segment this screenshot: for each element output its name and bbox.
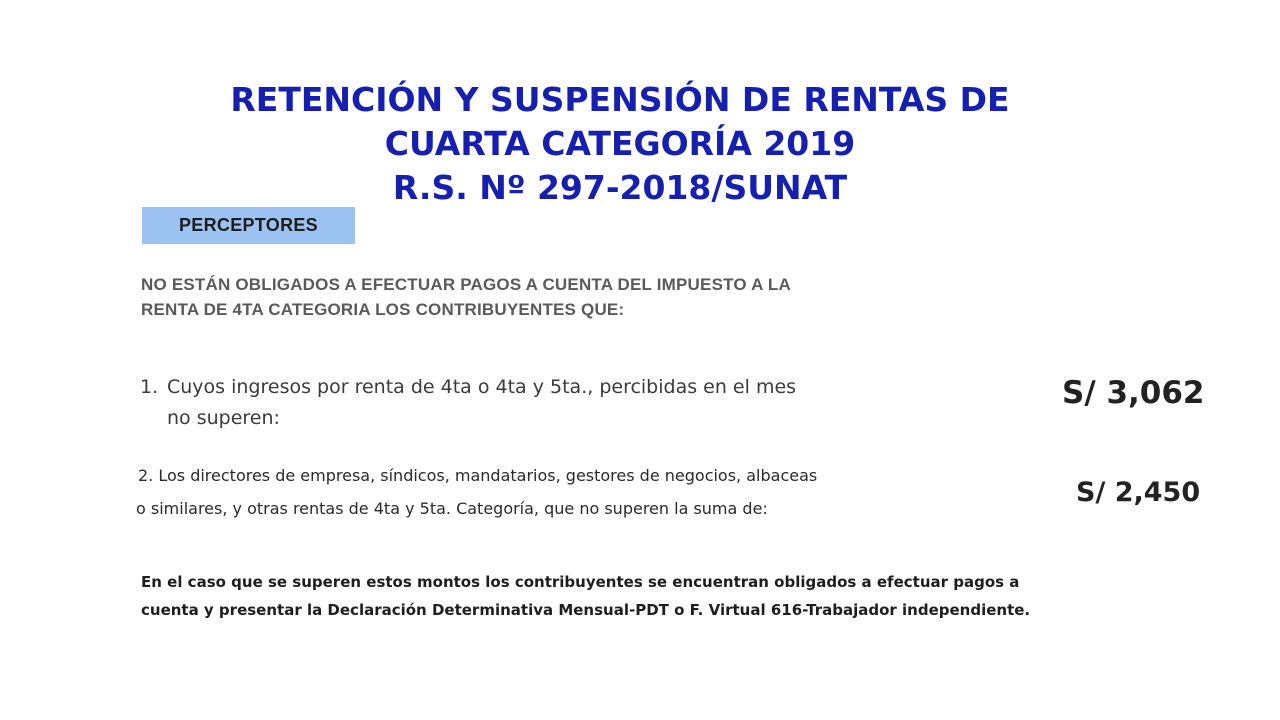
- slide-title: [0, 78, 1240, 210]
- list-item-2-line-2: o similares, y otras rentas de 4ta y 5ta. Categoría, que no superen la suma de:: [136, 499, 768, 518]
- amount-2: S/ 2,450: [1076, 477, 1201, 508]
- title-line-3: R.S. Nº 297-2018/SUNAT: [392, 168, 848, 207]
- amount-1: S/ 3,062: [1062, 375, 1205, 411]
- perceptores-badge: PERCEPTORES: [142, 207, 355, 244]
- list-item-1: [140, 372, 960, 434]
- list-item-2-line-1: 2. Los directores de empresa, síndicos, mandatarios, gestores de negocios, albaceas: [138, 466, 818, 485]
- note-text: [141, 568, 1181, 624]
- intro-line-2: RENTA DE 4TA CATEGORIA LOS CONTRIBUYENTES QUE:: [141, 300, 625, 319]
- title-line-2: CUARTA CATEGORÍA 2019: [384, 124, 856, 163]
- list-item-1-line-1: Cuyos ingresos por renta de 4ta o 4ta y 5ta., percibidas en el mes: [167, 376, 797, 398]
- list-item-1-number: 1.: [140, 376, 159, 398]
- intro-line-1: NO ESTÁN OBLIGADOS A EFECTUAR PAGOS A CUENTA DEL IMPUESTO A LA: [141, 275, 791, 294]
- note-line-1: En el caso que se superen estos montos los contribuyentes se encuentran obligados a efectuar pagos a: [141, 573, 1020, 591]
- note-line-2: cuenta y presentar la Declaración Determinativa Mensual-PDT o F. Virtual 616-Trabajador independiente.: [141, 601, 1031, 619]
- intro-text: [141, 272, 1061, 322]
- list-item-1-line-2: no superen:: [167, 407, 280, 429]
- list-item-2: [136, 459, 996, 525]
- title-line-1: RETENCIÓN Y SUSPENSIÓN DE RENTAS DE: [230, 80, 1010, 119]
